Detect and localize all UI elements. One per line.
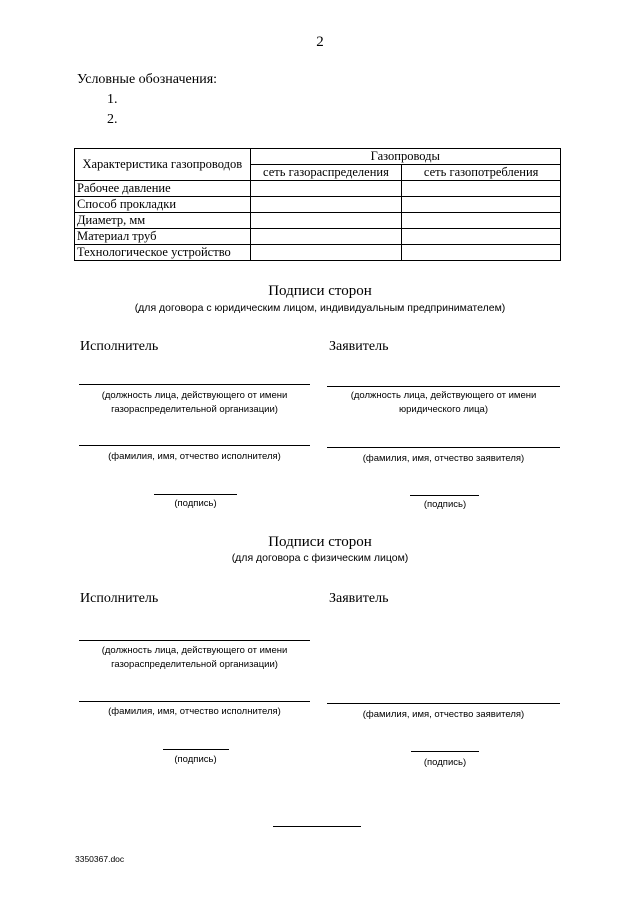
table-row (75, 181, 561, 197)
header-gas-pipelines: Газопроводы (250, 149, 560, 165)
section2-appl-signature-line (411, 751, 479, 752)
section1-applicant-label: Заявитель (329, 339, 389, 354)
section1-exec-signature-caption: (подпись) (174, 498, 217, 509)
section2-exec-name-caption: (фамилия, имя, отчество исполнителя) (108, 706, 281, 717)
section2-appl-name-line (327, 703, 560, 704)
section2-exec-position-caption: (должность лица, действующего от имени газораспределительной организации) (101, 645, 288, 670)
section2-exec-signature-caption: (подпись) (174, 754, 217, 765)
legend-item-1: 1. (107, 92, 118, 107)
section2-exec-name-line (79, 701, 310, 702)
section1-appl-signature-caption: (подпись) (423, 499, 467, 510)
legend-item-2: 2. (107, 112, 118, 127)
section1-title: Подписи сторон (268, 283, 372, 299)
section1-appl-signature-line (410, 495, 479, 496)
table-cell (250, 229, 402, 245)
table-cell (402, 245, 561, 261)
table-row (75, 197, 561, 213)
row-label: Способ прокладки (75, 197, 251, 213)
section2-executor-label: Исполнитель (80, 591, 159, 606)
table-cell (250, 213, 402, 229)
header-characteristic: Характеристика газопроводов (75, 149, 251, 181)
section2-applicant-label: Заявитель (329, 591, 389, 606)
section1-exec-name-caption: (фамилия, имя, отчество исполнителя) (108, 451, 281, 462)
table-row (75, 245, 561, 261)
row-label: Рабочее давление (75, 181, 251, 197)
table-cell (402, 197, 561, 213)
section1-exec-signature-line (154, 494, 237, 495)
section1-executor-label: Исполнитель (80, 339, 159, 354)
section1-appl-name-line (327, 447, 560, 448)
section1-appl-position-line (327, 386, 560, 387)
section2-exec-position-line (79, 640, 310, 641)
section1-appl-name-caption: (фамилия, имя, отчество заявителя) (362, 453, 525, 464)
section1-appl-position-caption: (должность лица, действующего от имени юридического лица) (350, 390, 537, 415)
table-cell (250, 197, 402, 213)
section1-exec-name-line (79, 445, 310, 446)
page-number: 2 (316, 34, 324, 50)
header-distribution-network: сеть газораспределения (250, 165, 402, 181)
table-cell (250, 245, 402, 261)
section2-appl-name-caption: (фамилия, имя, отчество заявителя) (362, 709, 525, 720)
table-cell (402, 229, 561, 245)
table-cell (402, 213, 561, 229)
document-filename: 3350367.doc (75, 854, 125, 864)
gas-pipeline-table (74, 148, 561, 261)
bottom-divider-line (273, 826, 361, 827)
row-label: Материал труб (75, 229, 251, 245)
header-consumption-network: сеть газопотребления (402, 165, 561, 181)
section2-exec-signature-line (163, 749, 229, 750)
section1-subtitle: (для договора с юридическим лицом, индивидуальным предпринимателем) (134, 302, 506, 314)
legend-title: Условные обозначения: (77, 72, 218, 87)
table-cell (250, 181, 402, 197)
section2-subtitle: (для договора с физическим лицом) (231, 552, 409, 564)
table-cell (402, 181, 561, 197)
section2-appl-signature-caption: (подпись) (423, 757, 467, 768)
section1-exec-position-caption: (должность лица, действующего от имени газораспределительной организации) (101, 390, 288, 415)
row-label: Технологическое устройство (75, 245, 251, 261)
table-row (75, 229, 561, 245)
table-row (75, 213, 561, 229)
row-label: Диаметр, мм (75, 213, 251, 229)
section1-exec-position-line (79, 384, 310, 385)
section2-title: Подписи сторон (268, 534, 372, 550)
